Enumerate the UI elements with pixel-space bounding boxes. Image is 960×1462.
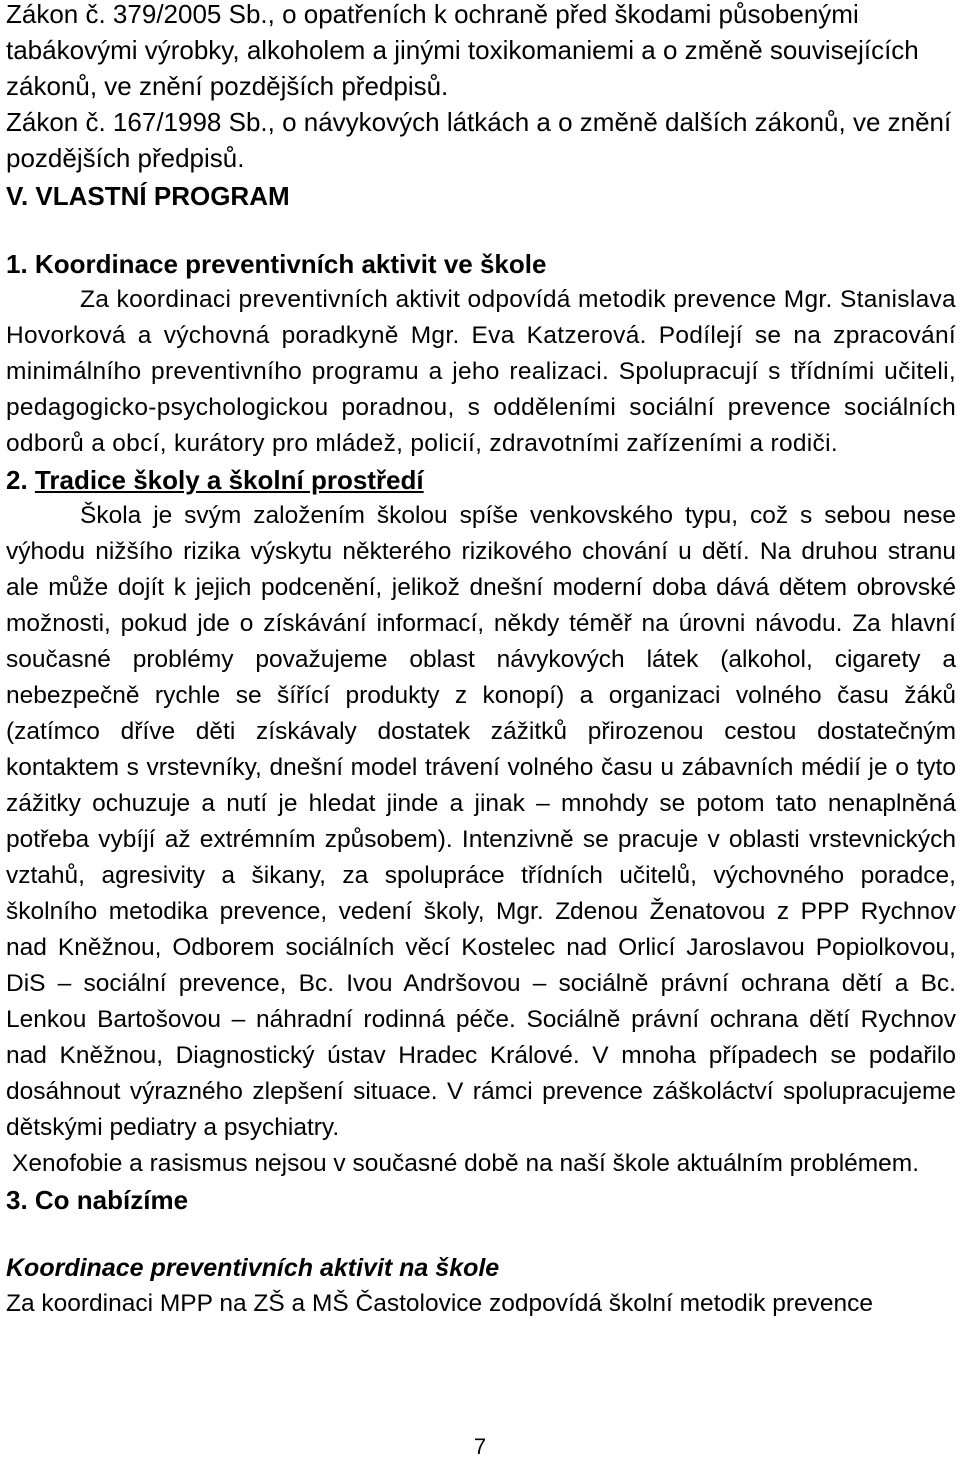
section-2-number: 2. [6,465,28,495]
section-3-text: Za koordinaci MPP na ZŠ a MŠ Častolovice zodpovídá školní metodik prevence [6,1290,873,1317]
section-2-body-2: Xenofobie a rasismus nejsou v současné době na naší škole aktuálním problémem. [12,1150,920,1177]
section-2-title: Tradice školy a školní prostředí [34,465,424,495]
section-3-subheading: Koordinace preventivních aktivit na škole [6,1254,500,1282]
document-page [6,0,956,1322]
intro-laws [6,0,956,176]
section-1-body: Za koordinaci preventivních aktivit odpovídá metodik prevence Mgr. Stanislava Hovorková a výchovná poradkyně Mgr. Eva Katzerová. Podílejí se na zpracování minimálního preventivního programu a jeho realizaci. Spolupracují s třídními učiteli, pedagogicko-psychologickou poradnou, s odděleními sociální prevence sociálních odborů a obcí, kurátory pro mládež, policií, zdravotními zařízeními a rodiči. [6,286,956,457]
section-1-title: Koordinace preventivních aktivit ve škole [34,249,547,279]
page-number: 7 [473,1434,487,1459]
section-1-heading [6,246,956,282]
law-reference-1: Zákon č. 379/2005 Sb., o opatřeních k ochraně před škodami působenými tabákovými výrobky, alkoholem a jinými toxikomaniemi a o změně souvisejících zákonů, ve znění pozdějších předpisů. [6,0,919,101]
section-2-body: Škola je svým založením školou spíše venkovského typu, což s sebou nese výhodu nižšího rizika výskytu některého rizikového chování u dětí. Na druhou stranu ale může dojít k jejich podcenění, jelikož dnešní moderní doba dává dětem obrovské možnosti, pokud jde o získávání informací, někdy téměř na úrovni návodu. Za hlavní současné problémy považujeme oblast návykových látek (alkohol, cigarety a nebezpečně rychle se šířící produkty z konopí) a organizaci volného času žáků (zatímco dříve děti získávaly dostatek zážitků přirozenou cestou dostatečným kontaktem s vrstevníky, dnešní model trávení volného času u zábavních médií je o tyto zážitky ochuzuje a nutí je hledat jinde a jinak – mnohdy se potom tato nenaplněná potřeba vybíjí až extrémním způsobem). Intenzivně se pracuje v oblasti vrstevnických vztahů, agresivity a šikany, za spolupráce třídních učitelů, výchovného poradce, školního metodika prevence, vedení školy, Mgr. Zdenou Ženatovou z PPP Rychnov nad Kněžnou, Odborem sociálních věcí Kostelec nad Orlicí Jaroslavou Popiolkovou, DiS – sociální prevence, Bc. Ivou Andršovou – sociálně právní ochrana dětí a Bc. Lenkou Bartošovou – náhradní rodinná péče. Sociálně právní ochrana dětí Rychnov nad Kněžnou, Diagnostický ústav Hradec Králové. V mnoha případech se podařilo dosáhnout výrazného zlepšení situace. V rámci prevence záškoláctví spolupracujeme dětskými pediatry a psychiatry. [6,502,956,1141]
section-2-heading [6,462,956,498]
section-3-heading: 3. Co nabízíme [6,1185,189,1215]
chapter-heading: V. VLASTNÍ PROGRAM [6,181,290,211]
law-reference-2: Zákon č. 167/1998 Sb., o návykových látkách a o změně dalších zákonů, ve znění pozdějších předpisů. [6,107,952,173]
section-1-number: 1. [6,249,28,279]
